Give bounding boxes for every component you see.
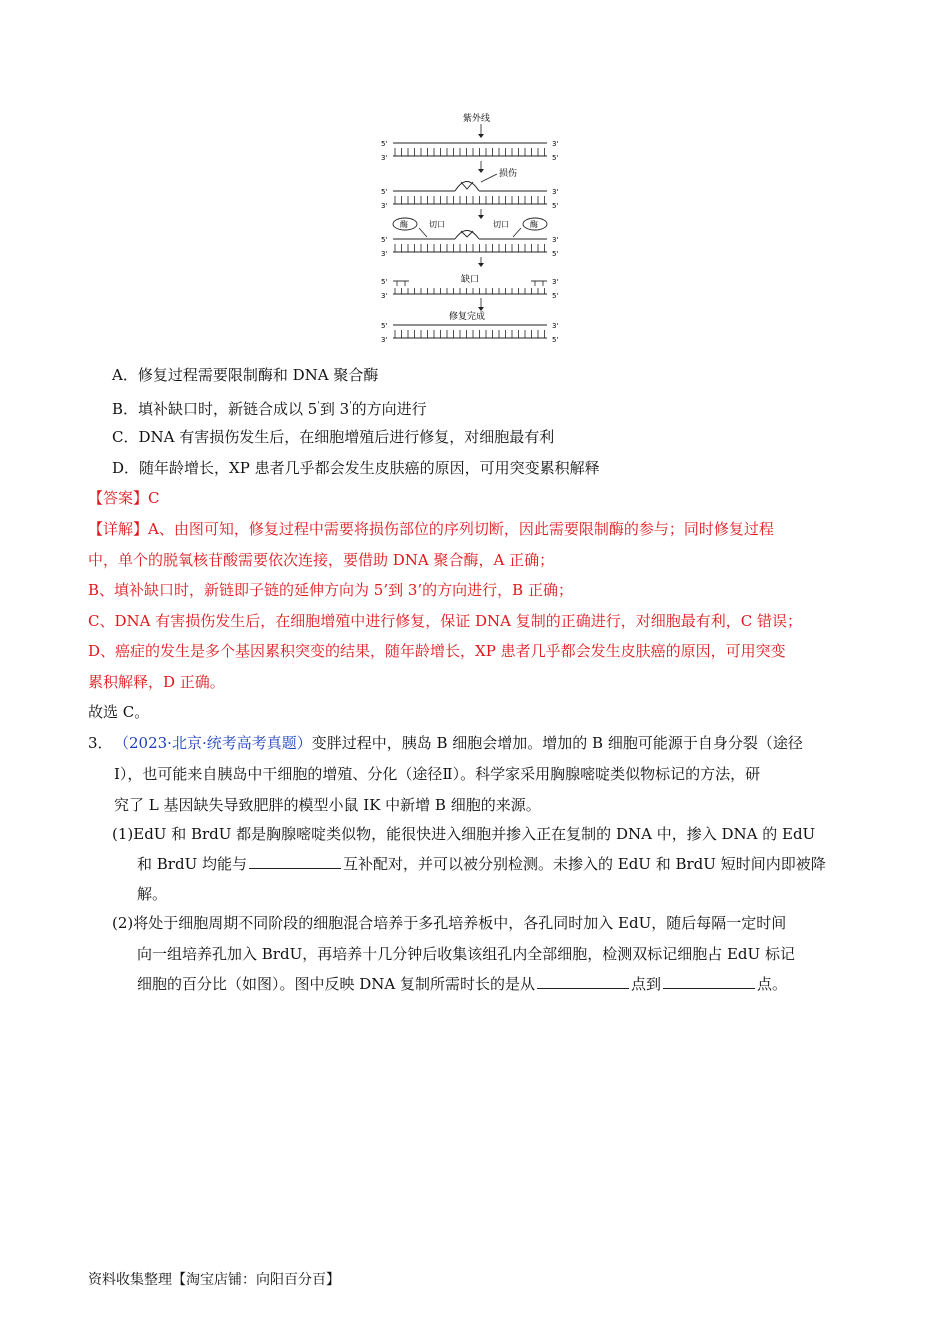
svg-text:5': 5'	[552, 202, 559, 210]
option-d: D．随年龄增长，XP 患者几乎都会发生皮肤癌的原因，可用突变累积解释	[112, 459, 600, 477]
svg-text:5': 5'	[381, 322, 388, 330]
explanation-line-2: 中，单个的脱氧核苷酸需要依次连接，要借助 DNA 聚合酶，A 正确；	[88, 551, 555, 569]
svg-text:5': 5'	[381, 188, 388, 196]
dna-stage-cut	[381, 218, 558, 258]
svg-text:3': 3'	[381, 250, 388, 258]
svg-text:3': 3'	[552, 188, 559, 196]
question-3-line-3: 究了 L 基因缺失导致肥胖的模型小鼠 IK 中新增 B 细胞的来源。	[114, 796, 541, 814]
svg-text:酶: 酶	[530, 220, 538, 229]
svg-text:5': 5'	[381, 140, 388, 148]
answer-blank-2[interactable]	[537, 974, 629, 989]
svg-text:5': 5'	[552, 154, 559, 162]
uv-label: 紫外线	[463, 114, 491, 124]
explanation-line-6: 累积解释，D 正确。	[88, 673, 225, 691]
svg-text:酶: 酶	[400, 220, 408, 229]
answer-blank-1[interactable]	[249, 854, 341, 869]
option-c: C．DNA 有害损伤发生后，在细胞增殖后进行修复，对细胞最有利	[112, 428, 555, 446]
svg-text:3': 3'	[552, 236, 559, 244]
sub-question-1-line-1: (1)EdU 和 BrdU 都是胸腺嘧啶类似物，能很快进入细胞并掺入正在复制的 DNA 中，掺入 DNA 的 EdU	[112, 825, 816, 843]
cut-label-left: 切口	[429, 220, 445, 229]
dna-repair-diagram	[375, 108, 575, 348]
cut-label-right: 切口	[493, 220, 509, 229]
svg-text:5': 5'	[381, 278, 388, 286]
question-3-line-2: Ⅰ），也可能来自胰岛中干细胞的增殖、分化（途径Ⅱ）。科学家采用胸腺嘧啶类似物标记的方法，研	[114, 765, 761, 783]
explanation-line-3: B、填补缺口时，新链即子链的延伸方向为 5’到 3’的方向进行，B 正确；	[88, 581, 573, 599]
explanation-line-5: D、癌症的发生是多个基因累积突变的结果，随年龄增长，XP 患者几乎都会发生皮肤癌的原因，可用突变	[88, 642, 786, 660]
sub-question-2-line-2: 向一组培养孔加入 BrdU，再培养十几分钟后收集该组孔内全部细胞，检测双标记细胞占 EdU 标记	[137, 945, 795, 963]
svg-text:5': 5'	[552, 336, 559, 344]
question-number: 3．	[88, 734, 113, 752]
svg-text:3': 3'	[552, 322, 559, 330]
explanation-line-1: 【详解】A、由图可知，修复过程中需要将损伤部位的序列切断，因此需要限制酶的参与；同时修复过程	[88, 520, 774, 538]
done-label: 修复完成	[449, 312, 486, 322]
svg-text:3': 3'	[552, 140, 559, 148]
conclusion: 故选 C。	[88, 703, 150, 721]
answer-blank-3[interactable]	[663, 974, 755, 989]
dna-stage-repaired	[381, 310, 558, 344]
explanation-line-4: C、DNA 有害损伤发生后，在细胞增殖中进行修复，保证 DNA 复制的正确进行，对细胞最有利，C 错误；	[88, 612, 802, 630]
svg-text:5': 5'	[552, 292, 559, 300]
dna-stage-damage	[381, 167, 558, 210]
question-3-line-1: 3．（2023·北京·统考高考真题）变胖过程中，胰岛 B 细胞会增加。增加的 B 细胞可能源于自身分裂（途径	[88, 734, 803, 752]
gap-label: 缺口	[461, 275, 480, 285]
svg-text:3': 3'	[381, 202, 388, 210]
sub-question-2-line-1: (2)将处于细胞周期不同阶段的细胞混合培养于多孔培养板中，各孔同时加入 EdU，随后每隔一定时间	[112, 914, 787, 932]
sub-question-2-line-3: 细胞的百分比（如图）。图中反映 DNA 复制所需时长的是从 点到 点。	[137, 975, 788, 993]
svg-text:5': 5'	[381, 236, 388, 244]
dna-stage-intact	[381, 140, 558, 162]
sub-question-1-line-3: 解。	[137, 885, 168, 903]
svg-text:5': 5'	[552, 250, 559, 258]
sub-question-1-line-2: 和 BrdU 均能与 互补配对，并可以被分别检测。未掺入的 EdU 和 BrdU 短时间内即被降	[137, 855, 826, 873]
question-source: （2023·北京·统考高考真题）	[114, 734, 312, 752]
footer: 资料收集整理【淘宝店铺：向阳百分百】	[88, 1272, 340, 1288]
svg-text:3': 3'	[381, 154, 388, 162]
option-b: B．填补缺口时，新链合成以 5'到 3'的方向进行	[112, 400, 427, 418]
dna-stage-gap	[381, 273, 558, 300]
svg-text:3': 3'	[552, 278, 559, 286]
option-a: A．修复过程需要限制酶和 DNA 聚合酶	[112, 366, 379, 384]
answer-label: 【答案】C	[88, 489, 160, 507]
svg-text:3': 3'	[381, 292, 388, 300]
svg-text:3': 3'	[381, 336, 388, 344]
damage-label: 损伤	[499, 169, 518, 179]
